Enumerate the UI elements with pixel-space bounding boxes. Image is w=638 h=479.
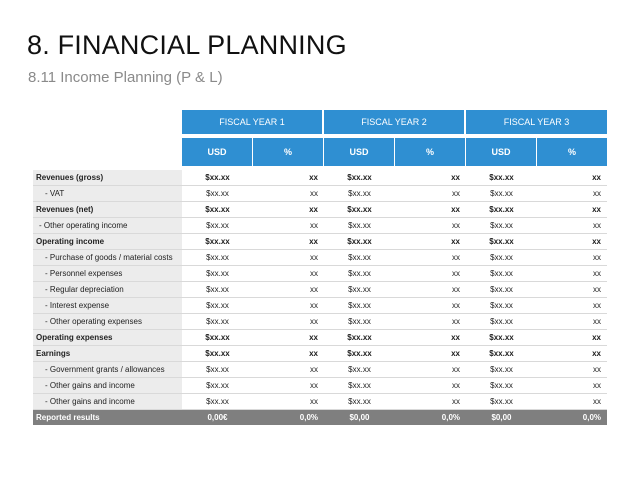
percent-cell: xx — [395, 362, 466, 378]
percent-cell: xx — [395, 330, 466, 346]
percent-cell: xx — [537, 346, 607, 362]
usd-cell: $0,00 — [324, 410, 395, 426]
percent-cell: xx — [395, 394, 466, 410]
percent-cell: xx — [395, 250, 466, 266]
page-title: 8. FINANCIAL PLANNING — [27, 30, 347, 60]
percent-cell: xx — [253, 314, 324, 330]
usd-cell: $xx.xx — [324, 330, 395, 346]
row-label: Reported results — [33, 410, 182, 426]
usd-cell: $xx.xx — [182, 346, 253, 362]
usd-cell: $xx.xx — [182, 234, 253, 250]
income-planning-table — [33, 170, 607, 425]
usd-cell: $xx.xx — [324, 202, 395, 218]
usd-cell: $xx.xx — [182, 330, 253, 346]
fiscal-year-1-header: FISCAL YEAR 1 — [182, 110, 322, 134]
usd-cell: $xx.xx — [182, 298, 253, 314]
percent-cell: xx — [537, 266, 607, 282]
usd-cell: $xx.xx — [182, 170, 253, 186]
fiscal-year-3-header: FISCAL YEAR 3 — [466, 110, 607, 134]
table-row — [33, 314, 607, 330]
percent-cell: xx — [253, 346, 324, 362]
usd-cell: $xx.xx — [324, 282, 395, 298]
unit-header-cell: USD — [324, 138, 394, 166]
row-label: Earnings — [33, 346, 182, 362]
percent-cell: 0,0% — [537, 410, 607, 426]
usd-cell: $xx.xx — [324, 394, 395, 410]
percent-cell: xx — [253, 250, 324, 266]
table-row — [33, 266, 607, 282]
unit-header-cell: % — [253, 138, 323, 166]
percent-cell: xx — [537, 378, 607, 394]
usd-cell: $xx.xx — [324, 250, 395, 266]
usd-cell: $xx.xx — [324, 186, 395, 202]
table-row — [33, 346, 607, 362]
percent-cell: xx — [253, 266, 324, 282]
usd-cell: $xx.xx — [466, 250, 537, 266]
percent-cell: xx — [537, 282, 607, 298]
usd-cell: $xx.xx — [466, 266, 537, 282]
usd-cell: $xx.xx — [182, 186, 253, 202]
percent-cell: xx — [537, 218, 607, 234]
usd-cell: $xx.xx — [182, 362, 253, 378]
table-row — [33, 250, 607, 266]
table-row — [33, 298, 607, 314]
percent-cell: xx — [395, 378, 466, 394]
percent-cell: 0,0% — [395, 410, 466, 426]
unit-header-cell: USD — [182, 138, 252, 166]
usd-cell: $xx.xx — [466, 346, 537, 362]
percent-cell: 0,0% — [253, 410, 324, 426]
percent-cell: xx — [395, 218, 466, 234]
percent-cell: xx — [253, 394, 324, 410]
usd-cell: $xx.xx — [466, 330, 537, 346]
usd-cell: $xx.xx — [324, 170, 395, 186]
fiscal-year-2-header: FISCAL YEAR 2 — [324, 110, 464, 134]
row-label: Operating expenses — [33, 330, 182, 346]
usd-cell: $xx.xx — [182, 218, 253, 234]
row-label: Operating income — [33, 234, 182, 250]
table-row — [33, 186, 607, 202]
fiscal-year-header — [182, 110, 607, 134]
percent-cell: xx — [253, 298, 324, 314]
unit-header-cell: % — [537, 138, 607, 166]
usd-cell: $xx.xx — [466, 394, 537, 410]
usd-cell: $xx.xx — [324, 378, 395, 394]
usd-cell: $xx.xx — [182, 282, 253, 298]
percent-cell: xx — [537, 394, 607, 410]
percent-cell: xx — [537, 202, 607, 218]
table-row — [33, 202, 607, 218]
percent-cell: xx — [253, 330, 324, 346]
row-label: - Other gains and income — [33, 378, 182, 394]
table-row — [33, 394, 607, 410]
usd-cell: $xx.xx — [324, 298, 395, 314]
percent-cell: xx — [395, 202, 466, 218]
usd-cell: $xx.xx — [182, 378, 253, 394]
row-label: Revenues (net) — [33, 202, 182, 218]
percent-cell: xx — [253, 186, 324, 202]
usd-cell: $xx.xx — [182, 250, 253, 266]
table-row — [33, 378, 607, 394]
percent-cell: xx — [537, 314, 607, 330]
usd-cell: $0,00 — [466, 410, 537, 426]
percent-cell: xx — [253, 378, 324, 394]
usd-cell: $xx.xx — [466, 378, 537, 394]
usd-cell: 0,00€ — [182, 410, 253, 426]
percent-cell: xx — [537, 250, 607, 266]
percent-cell: xx — [395, 266, 466, 282]
percent-cell: xx — [537, 170, 607, 186]
row-label: - Other operating income — [33, 218, 182, 234]
percent-cell: xx — [395, 186, 466, 202]
percent-cell: xx — [537, 234, 607, 250]
row-label: - VAT — [33, 186, 182, 202]
row-label: - Government grants / allowances — [33, 362, 182, 378]
row-label: - Other operating expenses — [33, 314, 182, 330]
usd-cell: $xx.xx — [182, 202, 253, 218]
percent-cell: xx — [395, 282, 466, 298]
table-row — [33, 282, 607, 298]
percent-cell: xx — [253, 362, 324, 378]
page-subtitle: 8.11 Income Planning (P & L) — [28, 69, 223, 86]
row-label: - Purchase of goods / material costs — [33, 250, 182, 266]
usd-cell: $xx.xx — [466, 170, 537, 186]
table-row — [33, 330, 607, 346]
usd-cell: $xx.xx — [466, 282, 537, 298]
row-label: Revenues (gross) — [33, 170, 182, 186]
unit-header-cell: % — [395, 138, 465, 166]
percent-cell: xx — [395, 346, 466, 362]
percent-cell: xx — [253, 234, 324, 250]
total-row — [33, 410, 607, 426]
row-label: - Other gains and income — [33, 394, 182, 410]
unit-header-cell: USD — [466, 138, 536, 166]
usd-cell: $xx.xx — [324, 362, 395, 378]
percent-cell: xx — [253, 218, 324, 234]
table-row — [33, 362, 607, 378]
usd-cell: $xx.xx — [324, 234, 395, 250]
percent-cell: xx — [537, 362, 607, 378]
percent-cell: xx — [537, 186, 607, 202]
usd-cell: $xx.xx — [182, 394, 253, 410]
row-label: - Interest expense — [33, 298, 182, 314]
row-label: - Regular depreciation — [33, 282, 182, 298]
usd-cell: $xx.xx — [324, 218, 395, 234]
percent-cell: xx — [395, 314, 466, 330]
percent-cell: xx — [395, 298, 466, 314]
usd-cell: $xx.xx — [466, 186, 537, 202]
percent-cell: xx — [253, 202, 324, 218]
percent-cell: xx — [537, 298, 607, 314]
usd-cell: $xx.xx — [324, 314, 395, 330]
table-row — [33, 218, 607, 234]
percent-cell: xx — [253, 170, 324, 186]
usd-cell: $xx.xx — [466, 362, 537, 378]
table-row — [33, 170, 607, 186]
usd-cell: $xx.xx — [466, 314, 537, 330]
percent-cell: xx — [253, 282, 324, 298]
usd-cell: $xx.xx — [466, 218, 537, 234]
usd-cell: $xx.xx — [182, 266, 253, 282]
usd-cell: $xx.xx — [182, 314, 253, 330]
unit-header — [182, 138, 607, 166]
percent-cell: xx — [395, 234, 466, 250]
row-label: - Personnel expenses — [33, 266, 182, 282]
percent-cell: xx — [395, 170, 466, 186]
usd-cell: $xx.xx — [324, 266, 395, 282]
usd-cell: $xx.xx — [466, 202, 537, 218]
usd-cell: $xx.xx — [466, 234, 537, 250]
usd-cell: $xx.xx — [466, 298, 537, 314]
table-row — [33, 234, 607, 250]
usd-cell: $xx.xx — [324, 346, 395, 362]
percent-cell: xx — [537, 330, 607, 346]
